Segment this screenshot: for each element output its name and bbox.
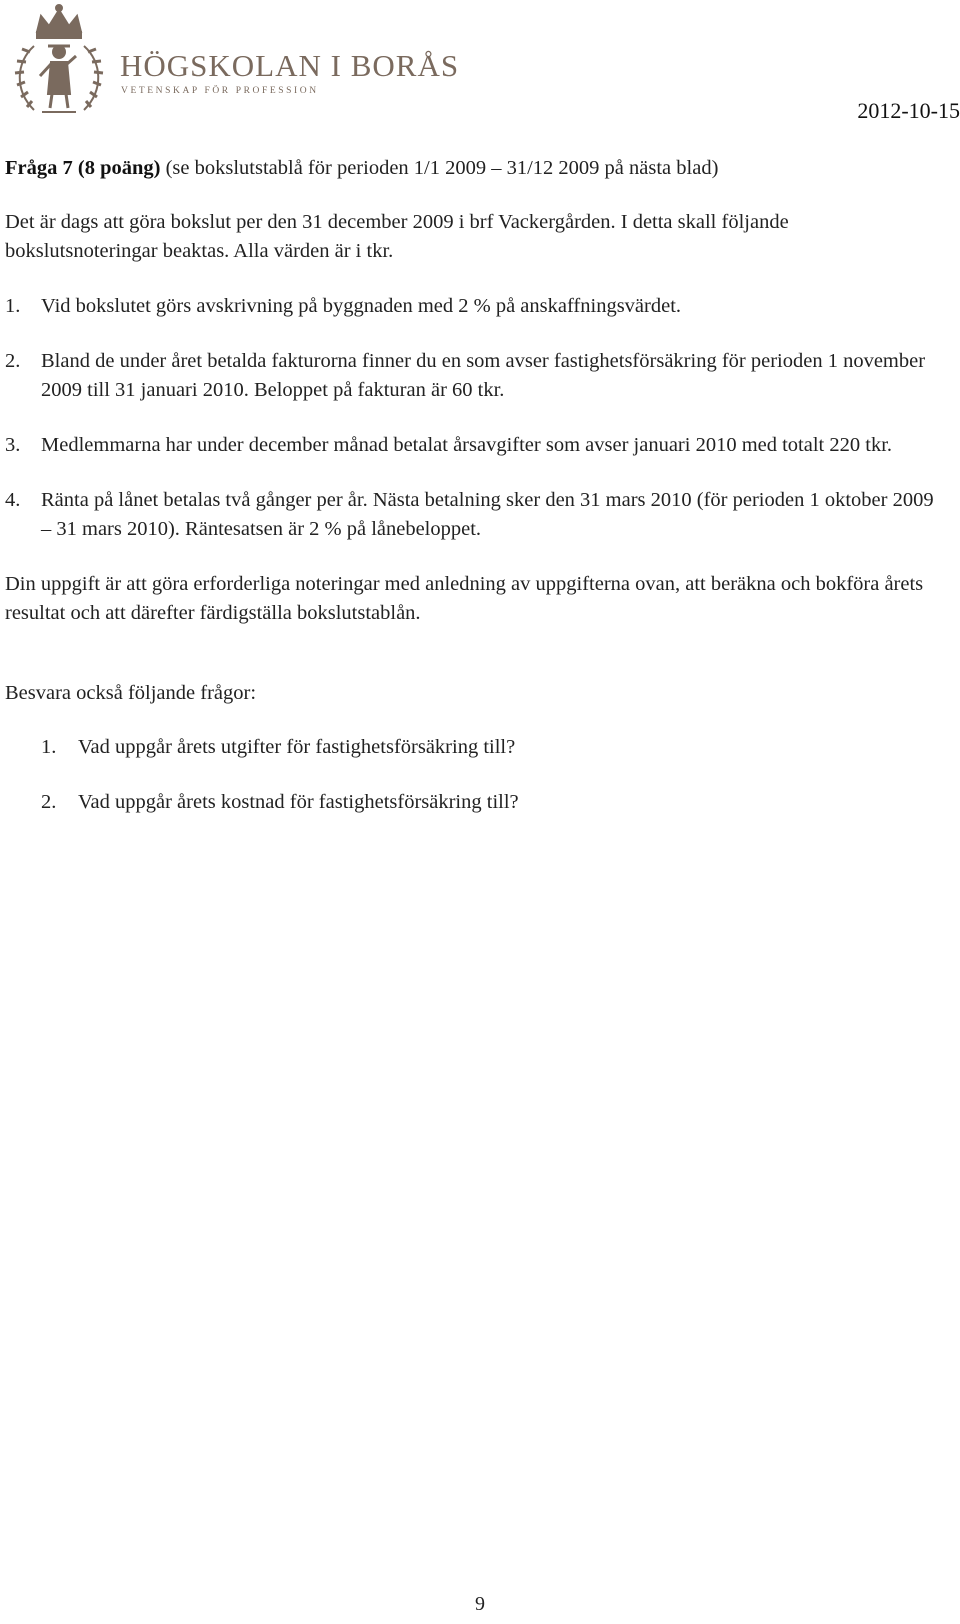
notes-list [5,292,940,544]
question-title: Fråga 7 (8 poäng) [5,157,161,179]
university-name: HÖGSKOLAN I BORÅS [120,48,460,83]
list-item [5,788,940,817]
list-text: Bland de under året betalda fakturorna finner du en som avser fastighetsförsäkring för perioden 1 november 2009 till 31 januari 2010. Beloppet på fakturan är 60 tkr. [41,350,926,401]
questions-heading: Besvara också följande frågor: [5,682,257,704]
list-number: 1. [41,736,57,758]
list-number: 2. [41,791,57,813]
document-date: 2012-10-15 [857,98,960,123]
list-item [5,292,940,321]
university-logo [4,2,114,122]
document-body [5,154,940,843]
list-number: 2. [5,350,21,372]
questions-list [5,733,940,817]
list-text: Vid bokslutet görs avskrivning på byggnaden med 2 % på anskaffningsvärdet. [41,295,682,317]
list-number: 1. [5,295,21,317]
list-text: Vad uppgår årets utgifter för fastighetsförsäkring till? [78,736,516,758]
list-text: Ränta på lånet betalas två gånger per år. Nästa betalning sker den 31 mars 2010 (för perioden 1 oktober 2009 – 31 mars 2010). Räntesatsen är 2 % på lånebeloppet. [41,489,934,540]
list-number: 4. [5,489,21,511]
intro-paragraph: Det är dags att göra bokslut per den 31 december 2009 i brf Vackergården. I detta skall följande bokslutsnoteringar beaktas. Alla värden är i tkr. [5,211,789,262]
list-item [5,431,940,460]
list-text: Vad uppgår årets kostnad för fastighetsförsäkring till? [78,791,519,813]
list-item [5,486,940,544]
question-heading [5,154,940,183]
question-subtitle: (se bokslutstablå för perioden 1/1 2009 – 31/12 2009 på nästa blad) [165,157,719,179]
list-item [5,733,940,762]
list-number: 3. [5,434,21,456]
page-number: 9 [475,1593,485,1615]
list-text: Medlemmarna har under december månad betalat årsavgifter som avser januari 2010 med totalt 220 tkr. [41,434,893,456]
crest-icon [4,2,114,122]
task-paragraph: Din uppgift är att göra erforderliga noteringar med anledning av uppgifterna ovan, att beräkna och bokföra årets resultat och att därefter färdigställa bokslutstablån. [5,573,924,624]
university-tagline: VETENSKAP FÖR PROFESSION [121,86,319,96]
list-item [5,347,940,405]
